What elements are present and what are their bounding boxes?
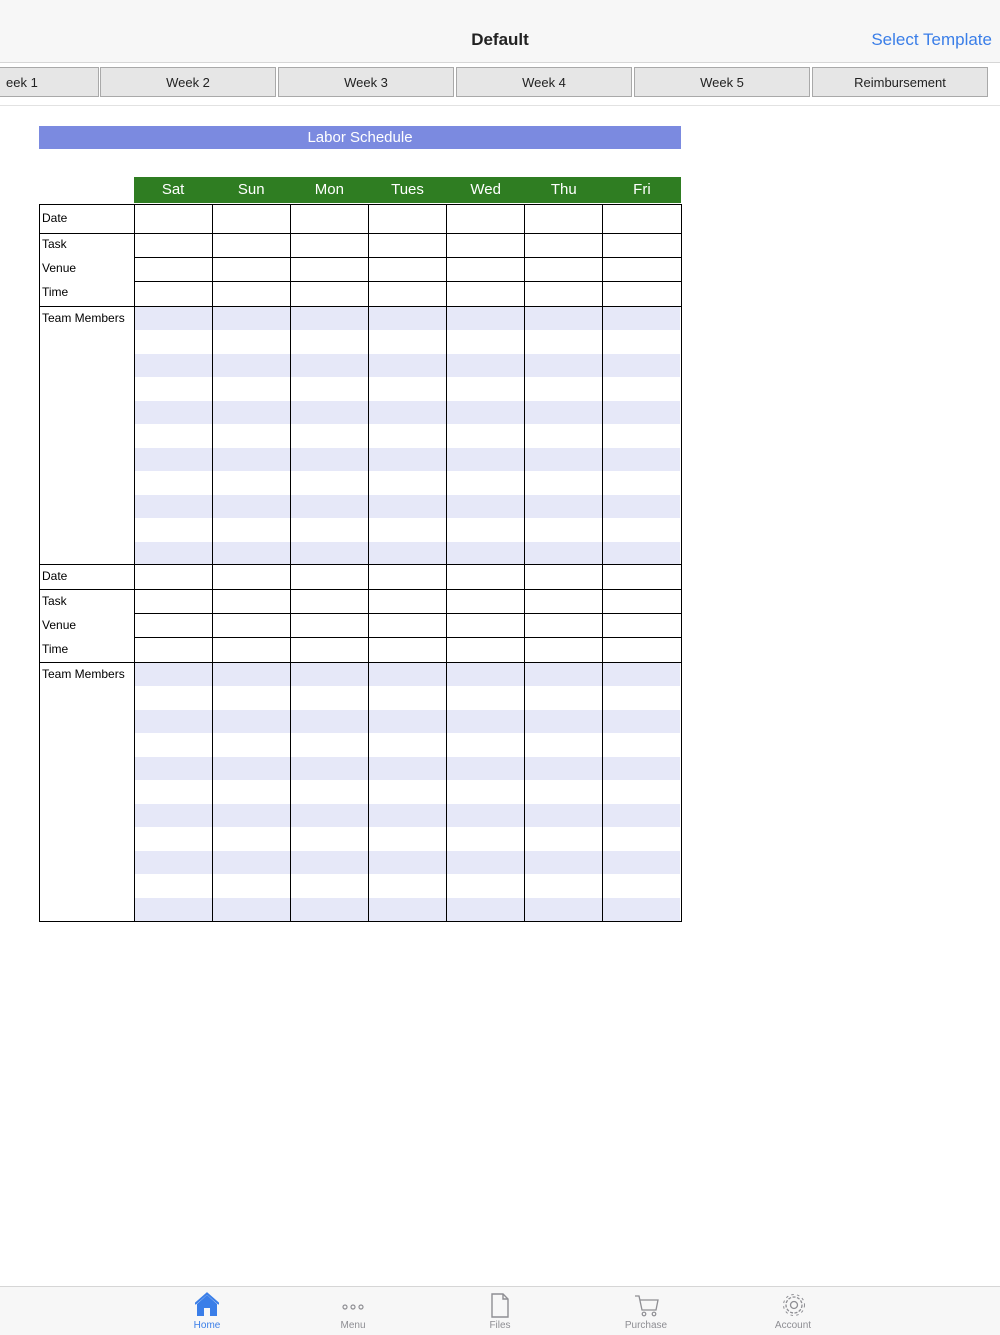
stripe-band: [135, 757, 680, 780]
stripe-band: [135, 354, 680, 377]
grid-line-horizontal: [39, 233, 682, 234]
tabbar-home[interactable]: [157, 1287, 257, 1335]
tabbar-menu[interactable]: [303, 1287, 403, 1335]
tab-week-4[interactable]: Week 4: [456, 67, 632, 97]
grid-line-vertical: [39, 204, 40, 922]
grid-line-horizontal: [134, 257, 682, 258]
day-header-tues: Tues: [391, 181, 424, 198]
tabbar-label: Home: [193, 1320, 221, 1331]
grid-line-vertical: [446, 204, 447, 922]
grid-line-vertical: [681, 204, 682, 922]
grid-line-horizontal: [134, 637, 682, 638]
stripe-band: [135, 804, 680, 827]
grid-line-vertical: [290, 204, 291, 922]
tabbar-files[interactable]: [450, 1287, 550, 1335]
page-title: Default: [471, 30, 529, 49]
select-template-button[interactable]: Select Template: [871, 30, 992, 49]
grid-line-horizontal: [39, 662, 682, 663]
tabbar-account[interactable]: [743, 1287, 843, 1335]
tabbar-purchase[interactable]: [596, 1287, 696, 1335]
cart-icon: [634, 1292, 660, 1318]
row-label-team-members: Team Members: [42, 311, 125, 325]
more-icon: [341, 1292, 365, 1318]
tabbar-label: Purchase: [624, 1320, 668, 1331]
day-header-sun: Sun: [237, 181, 265, 198]
stripe-band: [135, 898, 680, 921]
row-label-venue: Venue: [42, 618, 77, 632]
tab-week-3[interactable]: Week 3: [278, 67, 454, 97]
row-label-task: Task: [42, 237, 67, 251]
stripe-band: [135, 401, 680, 424]
grid-line-vertical: [134, 204, 135, 922]
stripe-band: [135, 542, 680, 565]
day-header-fri: Fri: [633, 181, 651, 198]
row-label-time: Time: [42, 642, 69, 656]
gear-icon: [781, 1292, 807, 1318]
grid-line-vertical: [212, 204, 213, 922]
grid-line-horizontal: [134, 613, 682, 614]
week-tab-strip: [0, 63, 1000, 106]
grid-line-horizontal: [39, 564, 682, 565]
stripe-band: [135, 710, 680, 733]
tabbar-label: Account: [774, 1320, 812, 1331]
row-label-date: Date: [42, 569, 68, 583]
navigation-bar: [0, 0, 1000, 63]
grid-line-vertical: [368, 204, 369, 922]
tab-week-1[interactable]: [0, 67, 99, 97]
file-icon: [488, 1292, 512, 1318]
stripe-band: [135, 663, 680, 686]
grid-line-horizontal: [39, 589, 682, 590]
row-label-task: Task: [42, 594, 67, 608]
grid-line-horizontal: [39, 204, 682, 205]
grid-line-vertical: [524, 204, 525, 922]
tabbar-label: Files: [489, 1320, 511, 1331]
row-label-team-members: Team Members: [42, 667, 125, 681]
row-label-venue: Venue: [42, 261, 77, 275]
day-header-row: [134, 177, 681, 203]
grid-line-vertical: [602, 204, 603, 922]
stripe-band: [135, 448, 680, 471]
row-label-date: Date: [42, 211, 68, 225]
tab-reimbursement[interactable]: Reimbursement: [812, 67, 988, 97]
tab-week-5[interactable]: Week 5: [634, 67, 810, 97]
bottom-tab-bar: [0, 1286, 1000, 1335]
tabbar-label: Menu: [340, 1320, 366, 1331]
day-header-sat: Sat: [161, 181, 185, 198]
home-icon: [195, 1292, 219, 1318]
tab-week-2[interactable]: Week 2: [100, 67, 276, 97]
grid-line-horizontal: [134, 281, 682, 282]
stripe-band: [135, 307, 680, 330]
row-label-time: Time: [42, 285, 69, 299]
grid-line-horizontal: [39, 306, 682, 307]
grid-line-horizontal: [39, 921, 682, 922]
day-header-mon: Mon: [314, 181, 344, 198]
day-header-thu: Thu: [550, 181, 577, 198]
tab-label: eek 1: [6, 75, 38, 90]
stripe-band: [135, 495, 680, 518]
sheet-title: Labor Schedule: [39, 126, 681, 149]
day-header-wed: Wed: [470, 181, 501, 198]
stripe-band: [135, 851, 680, 874]
